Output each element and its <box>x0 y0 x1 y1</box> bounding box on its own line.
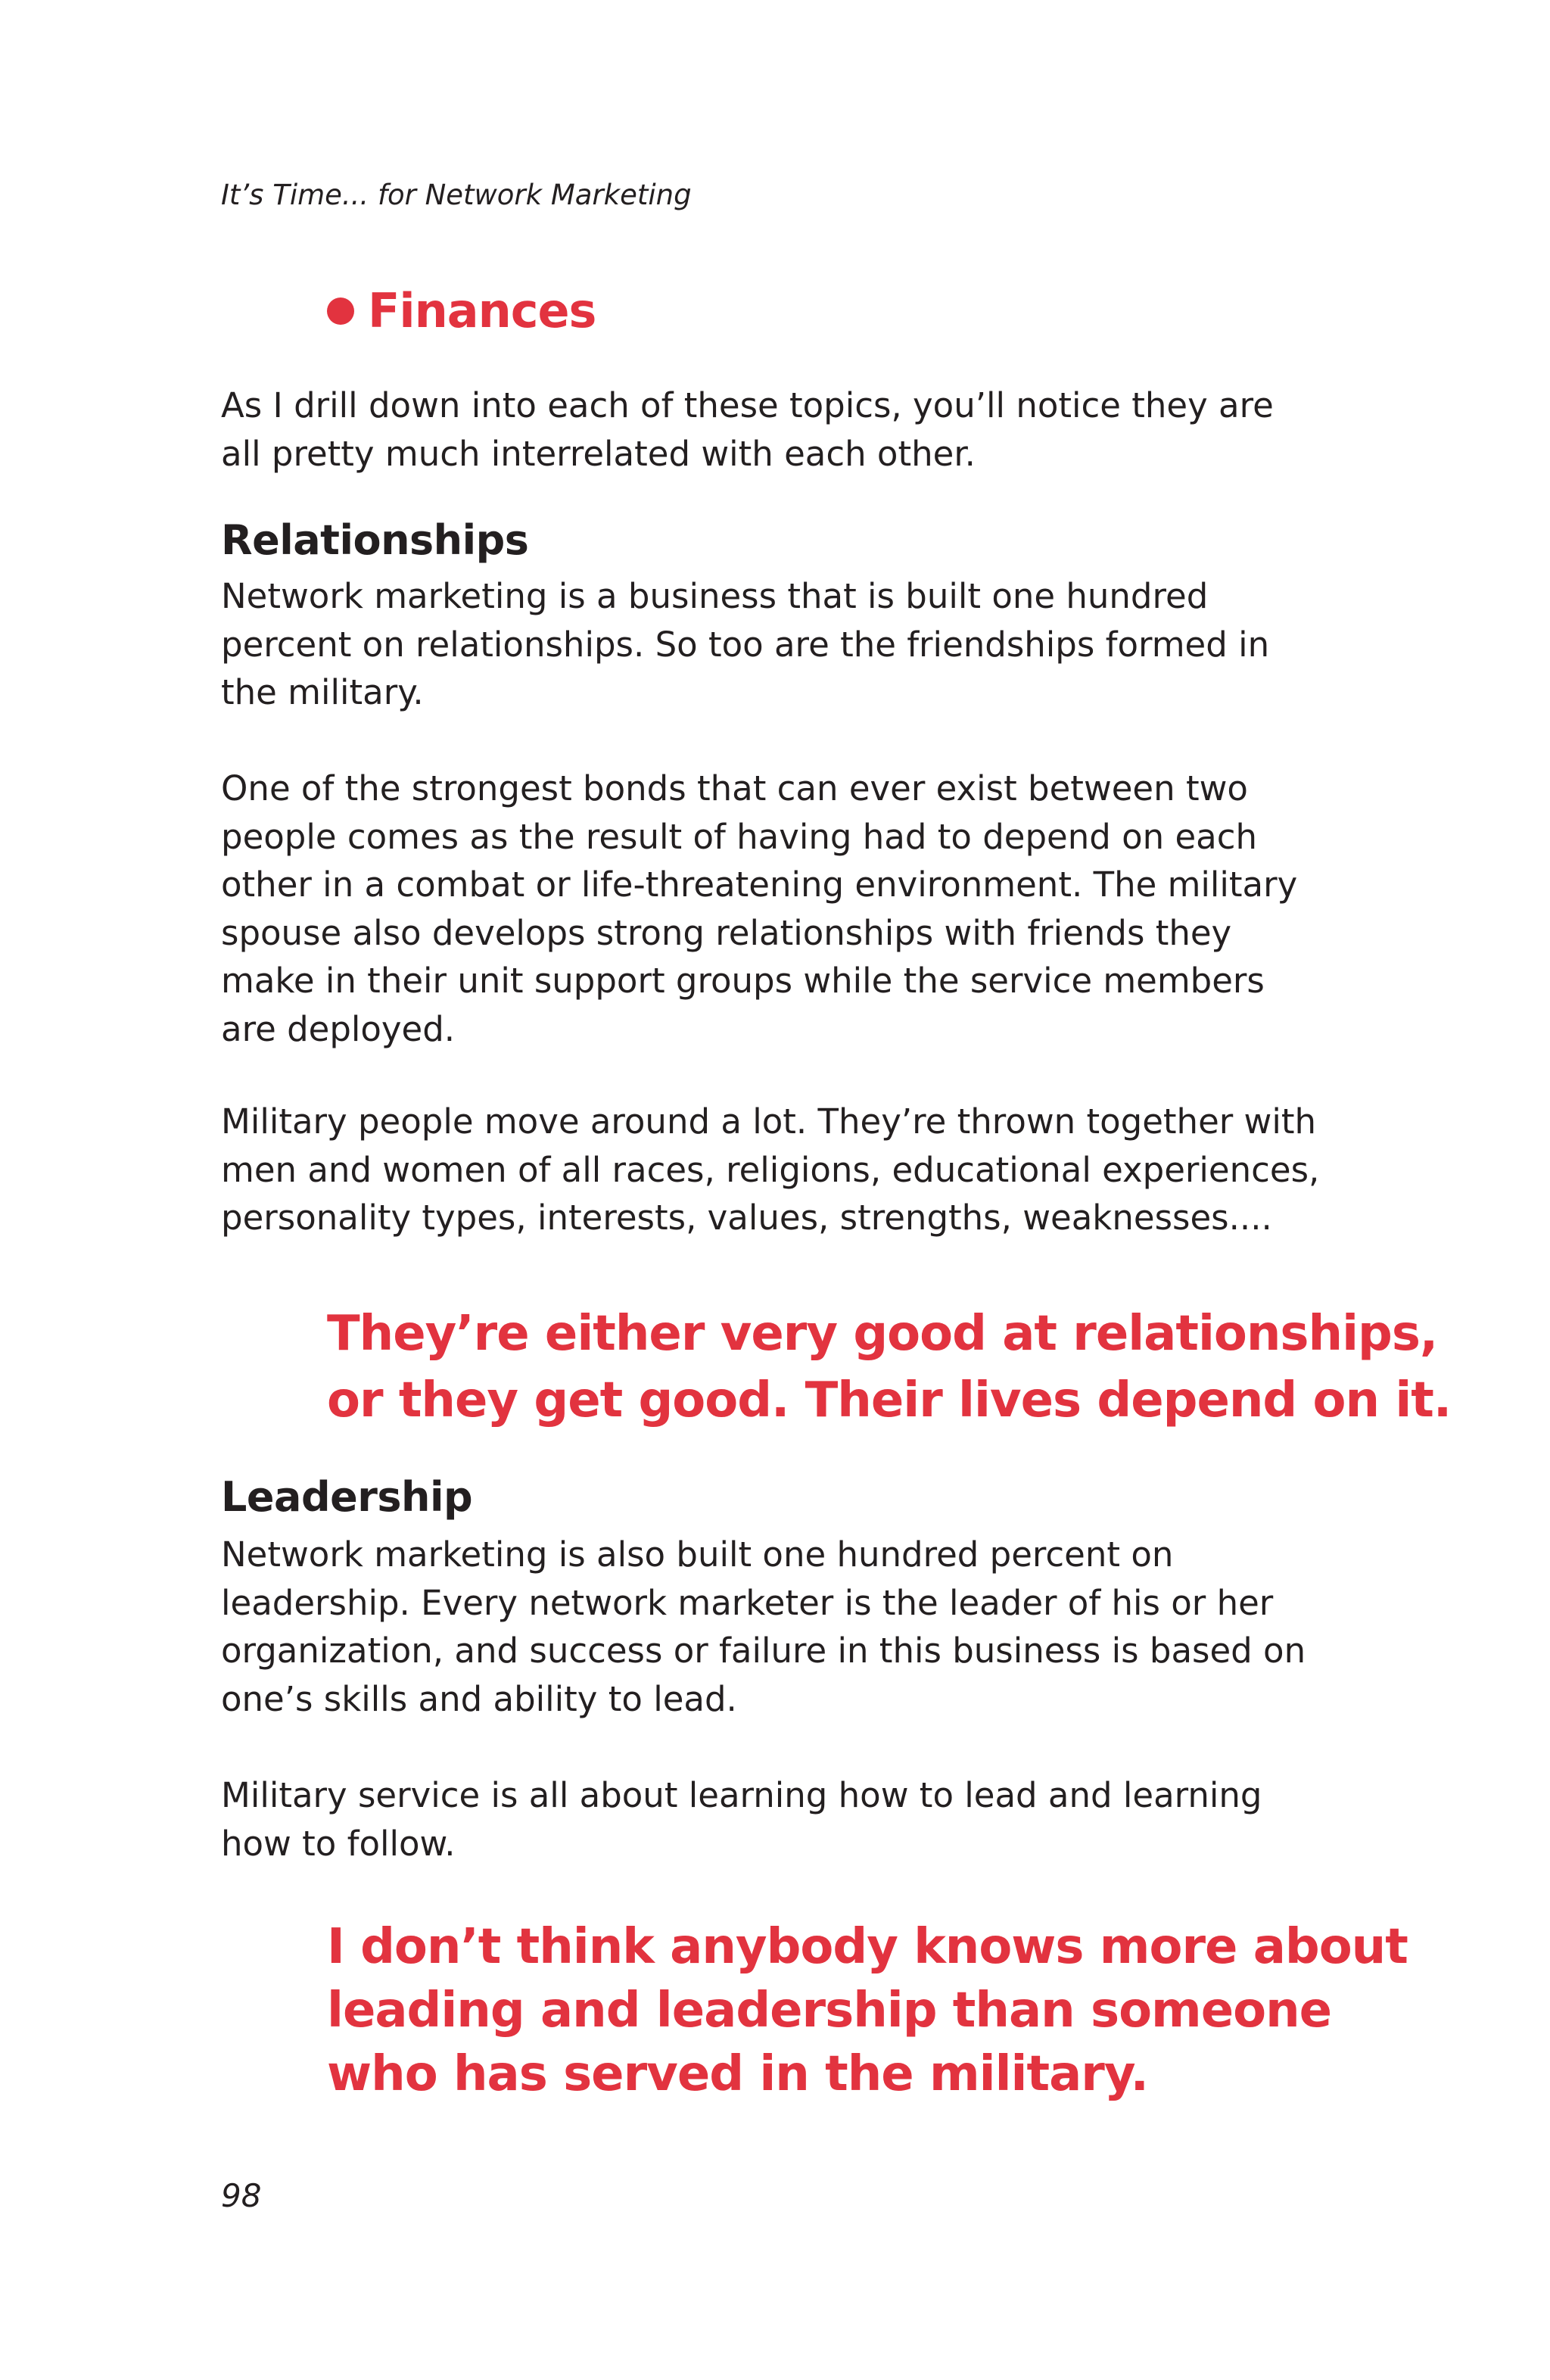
page-number: 98 <box>221 2177 262 2214</box>
text-line: are deployed. <box>221 1008 456 1049</box>
relationships-paragraph-1 <box>221 572 1341 717</box>
bullet-heading <box>327 283 596 338</box>
text-line: people comes as the result of having had to depend on each <box>221 816 1257 857</box>
text-line: make in their unit support groups while the service members <box>221 961 1265 1001</box>
text-line: men and women of all races, religions, educational experiences, <box>221 1149 1320 1190</box>
bullet-heading-text: Finances <box>368 283 596 338</box>
relationships-paragraph-2 <box>221 765 1341 1053</box>
text-line: how to follow. <box>221 1823 456 1864</box>
bullet-dot-icon <box>327 298 354 325</box>
relationships-paragraph-3 <box>221 1098 1341 1242</box>
text-line: the military. <box>221 672 424 712</box>
text-line: other in a combat or life-threatening environment. The military <box>221 864 1298 905</box>
text-line: personality types, interests, values, strengths, weaknesses.... <box>221 1198 1272 1238</box>
text-line: One of the strongest bonds that can ever exist between two <box>221 768 1248 808</box>
section-heading-leadership: Leadership <box>221 1473 473 1521</box>
text-line: percent on relationships. So too are the friendships formed in <box>221 624 1270 665</box>
quote-line: I don’t think anybody knows more about <box>327 1919 1408 1975</box>
intro-paragraph <box>221 382 1341 478</box>
text-line: Network marketing is a business that is built one hundred <box>221 576 1209 616</box>
text-line: all pretty much interrelated with each other. <box>221 433 976 474</box>
text-line: Network marketing is also built one hundred percent on <box>221 1534 1174 1575</box>
text-line: Military service is all about learning how to lead and learning <box>221 1775 1262 1815</box>
leadership-paragraph-1 <box>221 1531 1341 1723</box>
leadership-paragraph-2 <box>221 1771 1341 1868</box>
pull-quote-relationships <box>327 1301 1452 1434</box>
text-line: Military people move around a lot. They’re thrown together with <box>221 1101 1317 1142</box>
text-line: As I drill down into each of these topics, you’ll notice they are <box>221 385 1274 425</box>
quote-line: leading and leadership than someone <box>327 1983 1332 2039</box>
quote-line: or they get good. Their lives depend on it. <box>327 1372 1452 1428</box>
quote-line: They’re either very good at relationships, <box>327 1306 1438 1362</box>
quote-line: who has served in the military. <box>327 2046 1148 2102</box>
text-line: one’s skills and ability to lead. <box>221 1678 737 1719</box>
text-line: leadership. Every network marketer is the leader of his or her <box>221 1582 1274 1623</box>
running-head: It’s Time... for Network Marketing <box>221 179 692 211</box>
text-line: organization, and success or failure in this business is based on <box>221 1631 1306 1671</box>
text-line: spouse also develops strong relationships with friends they <box>221 912 1232 953</box>
pull-quote-leadership <box>327 1915 1408 2106</box>
section-heading-relationships: Relationships <box>221 516 529 564</box>
